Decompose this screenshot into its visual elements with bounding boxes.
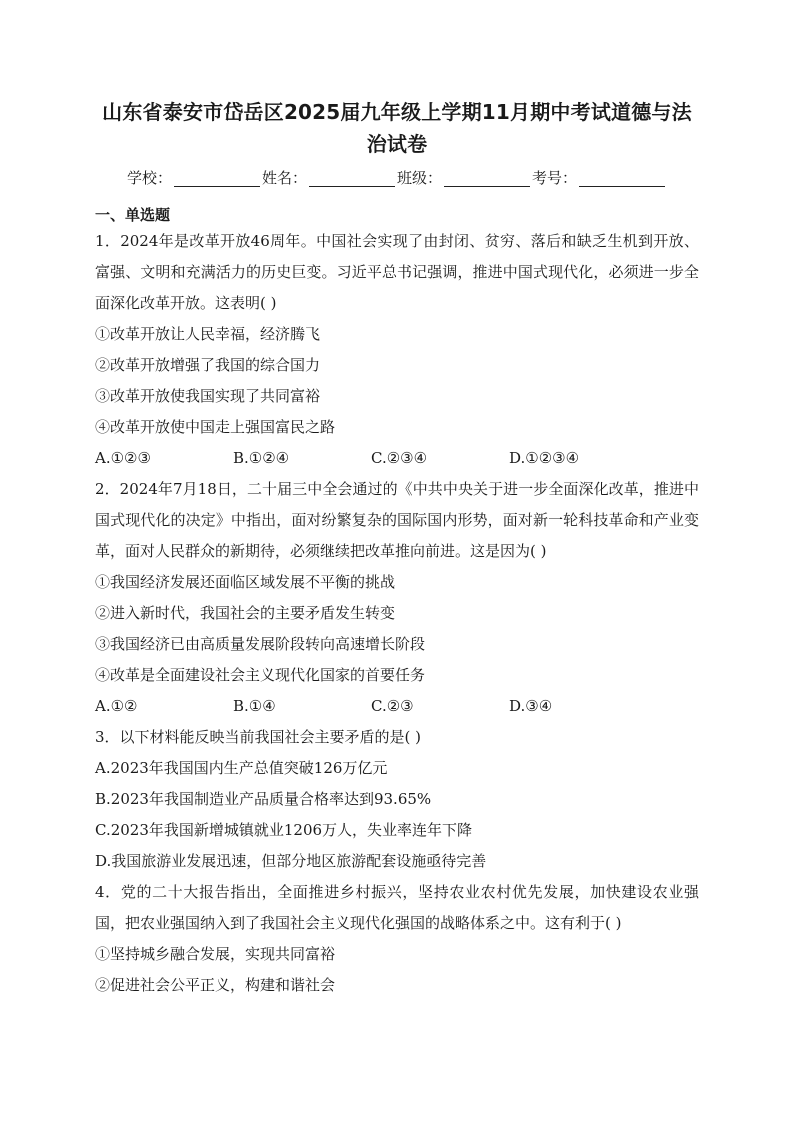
option-b[interactable]: B.①④ xyxy=(233,697,276,715)
student-info-row xyxy=(95,166,699,190)
statement: ②促进社会公平正义，构建和谐社会 xyxy=(95,976,336,994)
option-a[interactable]: A.2023年我国国内生产总值突破126万亿元 xyxy=(95,759,388,777)
option-a[interactable]: A.①② xyxy=(95,697,138,715)
option-c[interactable]: C.②③ xyxy=(371,697,414,715)
number-blank[interactable] xyxy=(579,168,665,187)
statement: ②改革开放增强了我国的综合国力 xyxy=(95,356,321,374)
options-row xyxy=(95,443,699,474)
name-field xyxy=(262,166,397,190)
number-field xyxy=(532,166,667,190)
question-stem: 1．2024年是改革开放46周年。中国社会实现了由封闭、贫穷、落后和缺乏生机到开放、富强、文明和充满活力的历史巨变。习近平总书记强调，推进中国式现代化，必须进一步全面深化改革开放。这表明( ) xyxy=(95,232,699,312)
question-4 xyxy=(95,877,699,1001)
question-stem: 4．党的二十大报告指出，全面推进乡村振兴，坚持农业农村优先发展，加快建设农业强国，把农业强国纳入到了我国社会主义现代化强国的战略体系之中。这有利于( ) xyxy=(95,883,699,932)
class-blank[interactable] xyxy=(444,168,530,187)
question-1 xyxy=(95,226,699,474)
name-label: 姓名： xyxy=(261,169,307,187)
statement: ③改革开放使我国实现了共同富裕 xyxy=(95,387,321,405)
statement: ①我国经济发展还面临区域发展不平衡的挑战 xyxy=(95,573,396,591)
option-c[interactable]: C.2023年我国新增城镇就业1206万人，失业率连年下降 xyxy=(95,821,473,839)
option-a[interactable]: A.①②③ xyxy=(95,449,151,467)
option-d[interactable]: D.我国旅游业发展迅速，但部分地区旅游配套设施亟待完善 xyxy=(95,852,487,870)
exam-title: 山东省泰安市岱岳区2025届九年级上学期11月期中考试道德与法治试卷 xyxy=(102,100,692,156)
class-label: 班级： xyxy=(397,169,443,187)
statement: ②进入新时代，我国社会的主要矛盾发生转变 xyxy=(95,604,396,622)
school-field xyxy=(127,166,262,190)
statement: ③我国经济已由高质量发展阶段转向高速增长阶段 xyxy=(95,635,426,653)
option-b[interactable]: B.2023年我国制造业产品质量合格率达到93.65% xyxy=(95,790,432,808)
option-d[interactable]: D.①②③④ xyxy=(509,449,580,467)
school-label: 学校： xyxy=(126,169,172,187)
statement: ①改革开放让人民幸福，经济腾飞 xyxy=(95,325,321,343)
section-title: 一、单选题 xyxy=(95,206,171,224)
statement: ④改革开放使中国走上强国富民之路 xyxy=(95,418,336,436)
school-blank[interactable] xyxy=(174,168,260,187)
name-blank[interactable] xyxy=(309,168,395,187)
question-3 xyxy=(95,722,699,877)
options-row xyxy=(95,691,699,722)
statement: ①坚持城乡融合发展，实现共同富裕 xyxy=(95,945,336,963)
question-2 xyxy=(95,474,699,722)
class-field xyxy=(397,166,532,190)
question-stem: 3．以下材料能反映当前我国社会主要矛盾的是( ) xyxy=(95,728,422,746)
question-stem: 2．2024年7月18日，二十届三中全会通过的《中共中央关于进一步全面深化改革，推进中国式现代化的决定》中指出，面对纷繁复杂的国际国内形势，面对新一轮科技革命和产业变革，面对人民群众的新期待，必须继续把改革推向前进。这是因为( ) xyxy=(95,480,699,560)
option-c[interactable]: C.②③④ xyxy=(371,449,428,467)
statement: ④改革是全面建设社会主义现代化国家的首要任务 xyxy=(95,666,426,684)
number-label: 考号： xyxy=(532,169,578,187)
option-b[interactable]: B.①②④ xyxy=(233,449,290,467)
option-d[interactable]: D.③④ xyxy=(509,697,553,715)
